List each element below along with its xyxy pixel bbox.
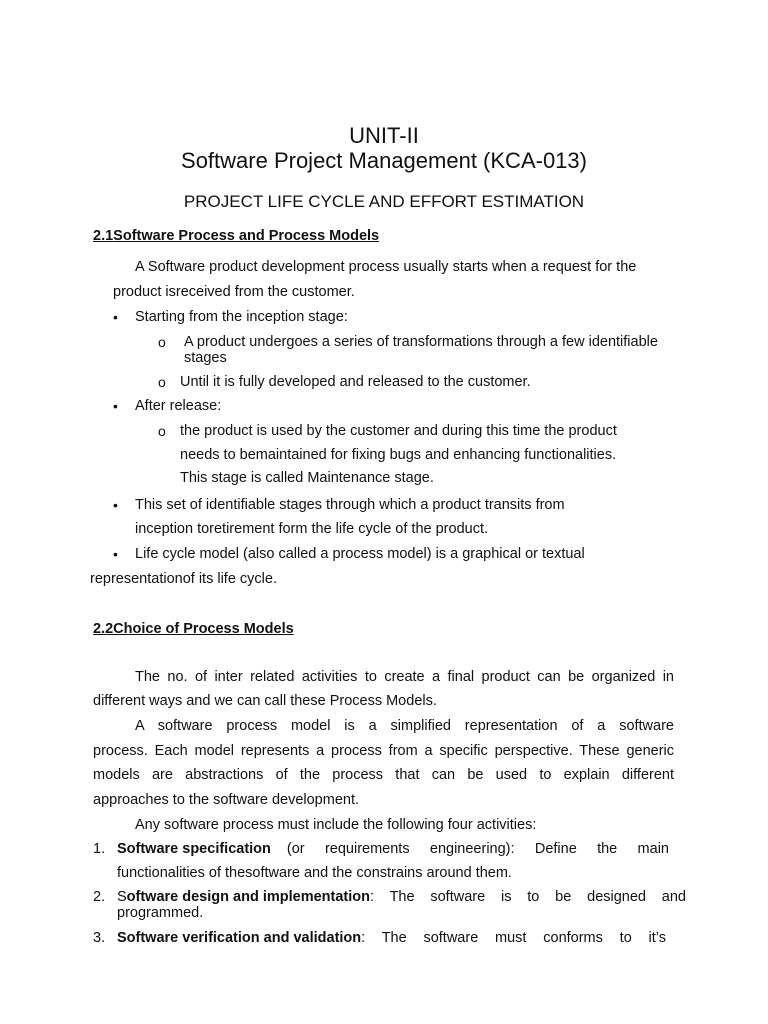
bullet-icon: • [113, 309, 118, 325]
bullet-icon: • [113, 398, 118, 414]
paragraph-line: Any software process must include the following four activities: [135, 817, 537, 833]
list-number: 1. [93, 841, 106, 857]
paragraph-line: approaches to the software development. [93, 792, 359, 808]
sub-bullet-text: the product is used by the customer and during this time the product [180, 423, 617, 439]
section-heading-2-1 [93, 227, 379, 245]
bullet-text: representationof its life cycle. [90, 571, 277, 587]
bullet-text: inception toretirement form the life cycle of the product. [135, 521, 489, 537]
list-number: 2. [93, 889, 106, 905]
list-item-text: : The software must conforms to it’s [361, 930, 666, 946]
sub-bullet-text: This stage is called Maintenance stage. [180, 470, 434, 486]
paragraph-line: A software process model is a simplified representation of a software [135, 718, 674, 734]
sub-bullet-text: stages [184, 350, 227, 366]
course-title: Software Project Management (KCA-013) [181, 148, 587, 173]
bullet-text: This set of identifiable stages through which a product transits from [135, 497, 565, 513]
list-item-3-line [117, 930, 666, 947]
sub-bullet-text: A product undergoes a series of transformations through a few identifiable [184, 334, 658, 350]
list-item-text: (or requirements engineering): Define the main [286, 841, 669, 857]
bullet-text: Starting from the inception stage: [135, 309, 348, 325]
list-item-term: oftware design and implementation [126, 889, 370, 905]
sub-bullet-icon: o [158, 334, 166, 350]
section-heading-2-2 [93, 620, 294, 638]
list-item-text: programmed. [117, 905, 204, 921]
paragraph-line: different ways and we can call these Process Models. [93, 693, 437, 709]
list-item-2-line [117, 889, 686, 906]
sub-bullet-text: Until it is fully developed and released to the customer. [180, 374, 531, 390]
list-item-term: Software specification [117, 841, 271, 857]
unit-heading: UNIT-II [349, 123, 419, 148]
bullet-icon: • [113, 497, 118, 513]
list-item-1-line [117, 841, 669, 858]
sub-bullet-icon: o [158, 423, 166, 439]
list-item-term: Software verification and validation [117, 930, 362, 946]
list-item-text: : The software is to be designed and [369, 889, 686, 905]
paragraph-line: A Software product development process usually starts when a request for the [135, 259, 637, 275]
section-title: Choice of Process Models [113, 621, 294, 637]
list-number: 3. [93, 930, 106, 946]
list-item-text: functionalities of thesoftware and the constrains around them. [117, 865, 512, 881]
paragraph-line: process. Each model represents a process from a specific perspective. These generic [93, 743, 674, 759]
paragraph-line: models are abstractions of the process that can be used to explain different [93, 767, 674, 783]
section-title: Software Process and Process Models [113, 228, 380, 244]
paragraph-line: The no. of inter related activities to create a final product can be organized in [135, 669, 674, 685]
bullet-icon: • [113, 546, 118, 562]
topic-title: PROJECT LIFE CYCLE AND EFFORT ESTIMATION [183, 192, 585, 211]
bullet-text: After release: [135, 398, 222, 414]
section-number: 2.1 [93, 228, 114, 244]
section-number: 2.2 [93, 621, 114, 637]
list-item-lead: S [117, 889, 127, 905]
sub-bullet-text: needs to bemaintained for fixing bugs and enhancing functionalities. [180, 447, 617, 463]
sub-bullet-icon: o [158, 374, 166, 390]
bullet-text: Life cycle model (also called a process model) is a graphical or textual [135, 546, 585, 562]
paragraph-line: product isreceived from the customer. [113, 284, 355, 300]
